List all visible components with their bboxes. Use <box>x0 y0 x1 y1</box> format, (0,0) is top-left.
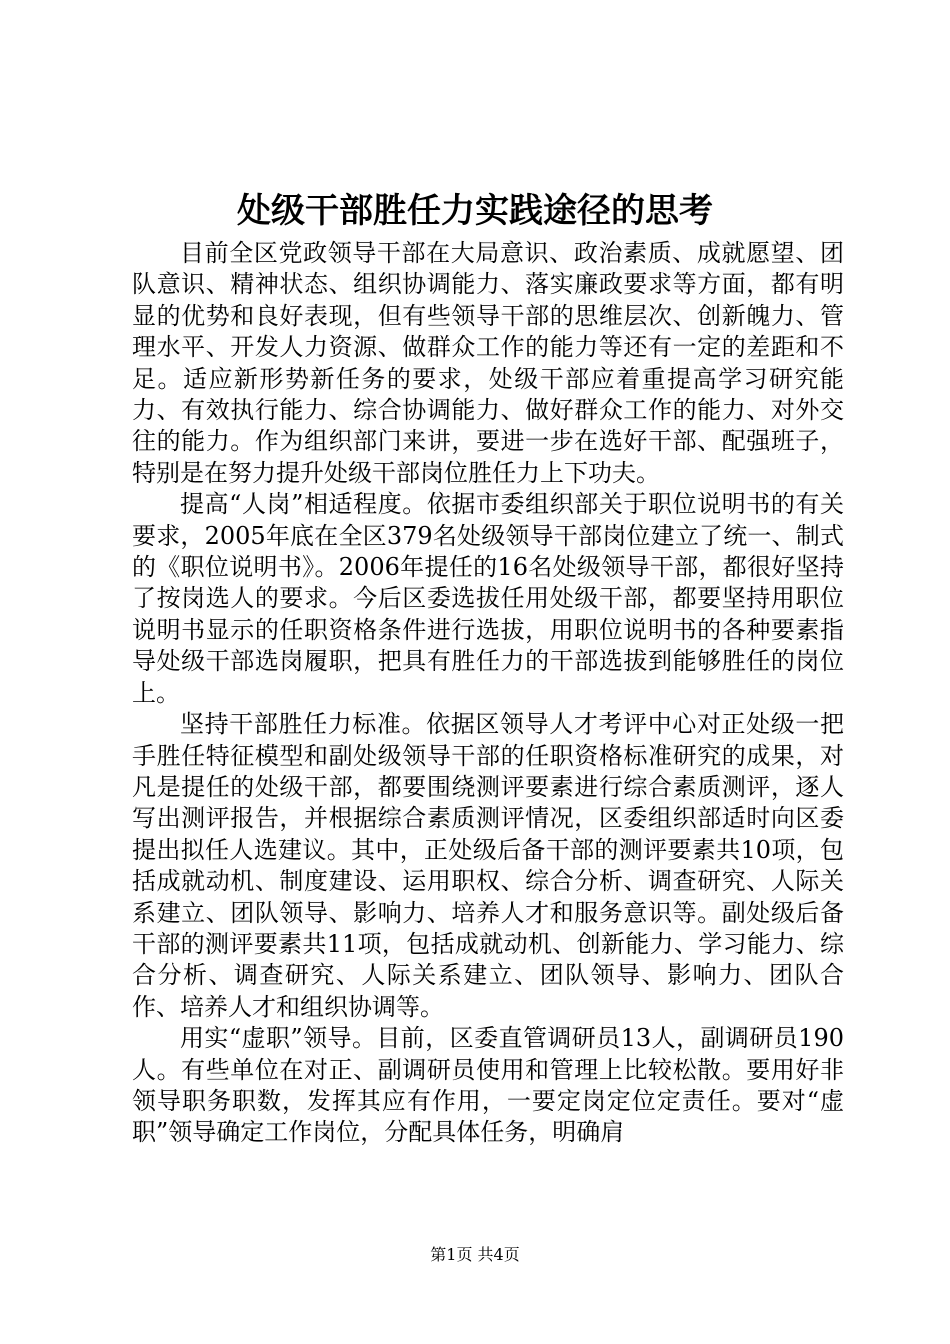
paragraph-virtual-posts: 用实“虚职”领导。目前，区委直管调研员13人，副调研员190人。有些单位在对正、副调研员使用和管理上比较松散。要用好非领导职务职数，发挥其应有作用，一要定岗定位定责任。要对“虚职”领导确定工作岗位，分配具体任务，明确肩 <box>132 1024 844 1147</box>
paragraph-person-post-fit: 提高“人岗”相适程度。依据市委组织部关于职位说明书的有关要求，2005年底在全区379名处级领导干部岗位建立了统一、制式的《职位说明书》。2006年提任的16名处级领导干部，都很好坚持了按岗选人的要求。今后区委选拔任用处级干部，都要坚持用职位说明书显示的任职资格条件进行选拔，用职位说明书的各种要素指导处级干部选岗履职，把具有胜任力的干部选拔到能够胜任的岗位上。 <box>132 490 844 707</box>
document-title: 处级干部胜任力实践途径的思考 <box>237 191 713 231</box>
page-number-footer: 第1页 共4页 <box>430 1245 520 1264</box>
document-body <box>132 238 844 1149</box>
paragraph-competency-standard: 坚持干部胜任力标准。依据区领导人才考评中心对正处级一把手胜任特征模型和副处级领导干部的任职资格标准研究的成果，对凡是提任的处级干部，都要围绕测评要素进行综合素质测评，逐人写出测评报告，并根据综合素质测评情况，区委组织部适时向区委提出拟任人选建议。其中，正处级后备干部的测评要素共10项，包括成就动机、制度建设、运用职权、综合分析、调查研究、人际关系建立、团队领导、影响力、培养人才和服务意识等。副处级后备干部的测评要素共11项，包括成就动机、创新能力、学习能力、综合分析、调查研究、人际关系建立、团队领导、影响力、团队合作、培养人才和组织协调等。 <box>132 710 844 1021</box>
paragraph-intro: 目前全区党政领导干部在大局意识、政治素质、成就愿望、团队意识、精神状态、组织协调能力、落实廉政要求等方面，都有明显的优势和良好表现，但有些领导干部的思维层次、创新魄力、管理水平、开发人力资源、做群众工作的能力等还有一定的差距和不足。适应新形势新任务的要求，处级干部应着重提高学习研究能力、有效执行能力、综合协调能力、做好群众工作的能力、对外交往的能力。作为组织部门来讲，要进一步在选好干部、配强班子，特别是在努力提升处级干部岗位胜任力上下功夫。 <box>132 239 844 487</box>
